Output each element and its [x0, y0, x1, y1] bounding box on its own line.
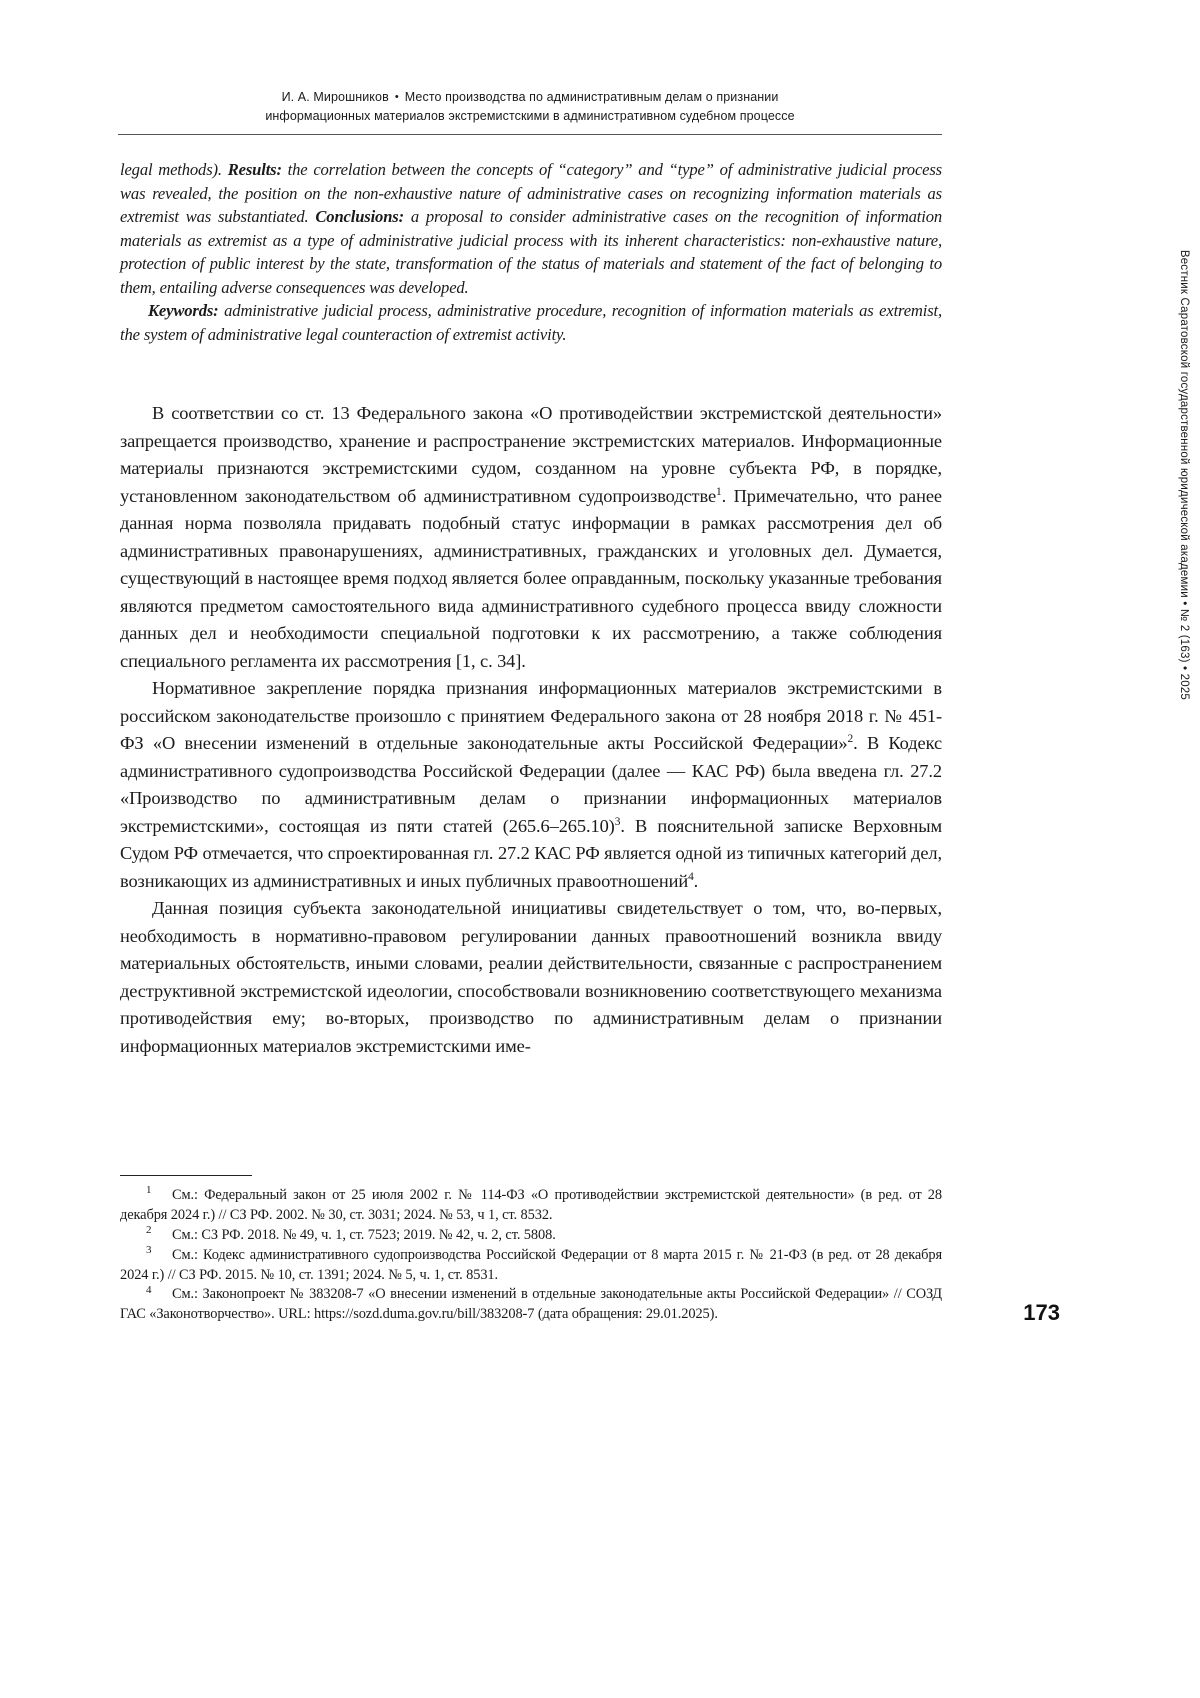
running-head [118, 88, 942, 127]
body-text [120, 400, 942, 1060]
abstract-part3: a proposal to consider administrative cases on the recognition of information materials as extremist as a type of administrative judicial process with its inherent characteristics: non-exhaustive nature, protection of public interest by the state, transformation of the status of materials and statement of the fact of belonging to them, entailing adverse consequences was developed. [120, 207, 943, 297]
footnote-ref-4[interactable]: 4 [688, 870, 694, 883]
footnote-ref-1[interactable]: 1 [716, 485, 722, 498]
p2-text-b: . В Кодекс административного судопроизводства Российской Федерации (далее — КАС РФ) была введена гл. 27.2 «Производство по административным делам о признании информационных материалов экстремистскими», состоящая из пяти статей (265.6–265.10) [120, 733, 943, 836]
abstract-block [120, 158, 942, 347]
abstract-part2: the correlation between the concepts of “category” and “type” of administrative judicial process was revealed, the position on the non-exhaustive nature of administrative cases on recognizing information materials as extremist was substantiated. [120, 160, 942, 227]
page-number: 173 [1023, 1300, 1060, 1325]
footnote-text: См.: Федеральный закон от 25 июля 2002 г. № 114-ФЗ «О противодействии экстремистской деятельности» (в ред. от 28 декабря 2024 г.) // СЗ РФ. 2002. № 30, ст. 3031; 2024. № 53, ч 1, ст. 8532. [120, 1187, 942, 1223]
body-paragraph-3 [120, 895, 942, 1060]
running-head-title-line2: информационных материалов экстремистскими в административном судебном процессе [265, 109, 795, 124]
abstract-part1: legal methods). [120, 160, 228, 179]
p1-text-b: . Примечательно, что ранее данная норма позволяла придавать подобный статус информации в рамках рассмотрения дел об административных правонарушениях, административных, гражданских и уголовных дел. Думается, существующий в настоящее время подход является более оправданным, поскольку указанные требования являются предметом самостоятельного вида административного судебного процесса ввиду сложности данных дел и необходимости специальной подготовки к их рассмотрению, а также соблюдения специального регламента их рассмотрения [1, с. 34]. [120, 485, 942, 671]
results-label: Results: [227, 160, 282, 179]
running-head-separator: • [394, 91, 399, 103]
p2-text-a: Нормативное закрепление порядка признания информационных материалов экстремистскими в российском законодательстве произошло с принятием Федерального закона от 28 ноября 2018 г. № 451-ФЗ «О внесении изменений в отдельные законодательные акты Российской Федерации» [120, 678, 942, 754]
journal-side-title: Вестник Саратовской государственной юридической академии • № 2 (163) • 2025 [1178, 249, 1190, 700]
p2-text-d: . [693, 870, 699, 891]
footnote-item: 3 См.: Кодекс административного судопроизводства Российской Федерации от 8 марта 2015 г. № 21-ФЗ (в ред. от 28 декабря 2024 г.) // СЗ РФ. 2015. № 10, ст. 1391; 2024. № 5, ч. 1, ст. 8531. [120, 1243, 942, 1283]
p1-text-a: В соответствии со ст. 13 Федерального закона «О противодействии экстремистской деятельности» запрещается производство, хранение и распространение экстремистских материалов. Информационные материалы признаются экстремистскими судом, созданном на уровне субъекта РФ, в порядке, установленном законодательством об административном судопроизводстве [120, 403, 942, 506]
keywords-label: Keywords: [148, 301, 219, 321]
footnote-text: См.: Законопроект № 383208-7 «О внесении изменений в отдельные законодательные акты Российской Федерации» // СОЗД ГАС «Законотворчество». URL: https://sozd.duma.gov.ru/bill/383208-7 (дата обращения: 29.01.2025). [120, 1286, 942, 1323]
footnote-text: См.: Кодекс административного судопроизводства Российской Федерации от 8 марта 2015 г. № 21-ФЗ (в ред. от 28 декабря 2024 г.) // СЗ РФ. 2015. № 10, ст. 1391; 2024. № 5, ч. 1, ст. 8531. [120, 1246, 942, 1283]
footnote-ref-3[interactable]: 3 [614, 815, 621, 828]
footnote-item: 2 См.: СЗ РФ. 2018. № 49, ч. 1, ст. 7523; 2019. № 42, ч. 2, ст. 5808. [146, 1223, 556, 1243]
conclusions-label: Conclusions: [315, 207, 404, 227]
p2-text-c: . В пояснительной записке Верховным Судом РФ отмечается, что спроектированная гл. 27.2 КАС РФ является одной из типичных категорий дел, возникающих из административных и иных публичных правоотношений [120, 815, 942, 891]
p3-text: Данная позиция субъекта законодательной инициативы свидетельствует о том, что, во-первых, необходимость в нормативно-правовом регулировании данных правоотношений возникла ввиду материальных обстоятельств, иными словами, реалии действительности, связанные с распространением деструктивной экстремистской идеологии, способствовали возникновению соответствующего механизма противодействия ему; во-вторых, производство по административным делам о признании информационных материалов экстремистскими име- [120, 898, 942, 1056]
body-paragraph-1 [120, 400, 942, 675]
footnote-item: 4 См.: Законопроект № 383208-7 «О внесении изменений в отдельные законодательные акты Российской Федерации» // СОЗД ГАС «Законотворчество». URL: https://sozd.duma.gov.ru/bill/383208-7 (дата обращения: 29.01.2025). [120, 1283, 942, 1323]
header-divider [118, 134, 942, 135]
body-paragraph-2 [120, 675, 942, 895]
keywords-paragraph [120, 299, 942, 346]
running-head-title-line1: Место производства по административным делам о признании [404, 90, 779, 104]
footnote-divider [120, 1175, 252, 1176]
keywords-text: administrative judicial process, administrative procedure, recognition of information materials as extremist, the system of administrative legal counteraction of extremist activity. [120, 301, 942, 344]
running-head-author: И. А. Мирошников [281, 90, 389, 104]
footnote-ref-2[interactable]: 2 [847, 733, 854, 746]
footnote-item: 1 См.: Федеральный закон от 25 июля 2002 г. № 114-ФЗ «О противодействии экстремистской деятельности» (в ред. от 28 декабря 2024 г.) // СЗ РФ. 2002. № 30, ст. 3031; 2024. № 53, ч 1, ст. 8532. [120, 1184, 942, 1223]
abstract-paragraph [120, 158, 942, 299]
footnote-text: См.: СЗ РФ. 2018. № 49, ч. 1, ст. 7523; 2019. № 42, ч. 2, ст. 5808. [172, 1226, 556, 1243]
